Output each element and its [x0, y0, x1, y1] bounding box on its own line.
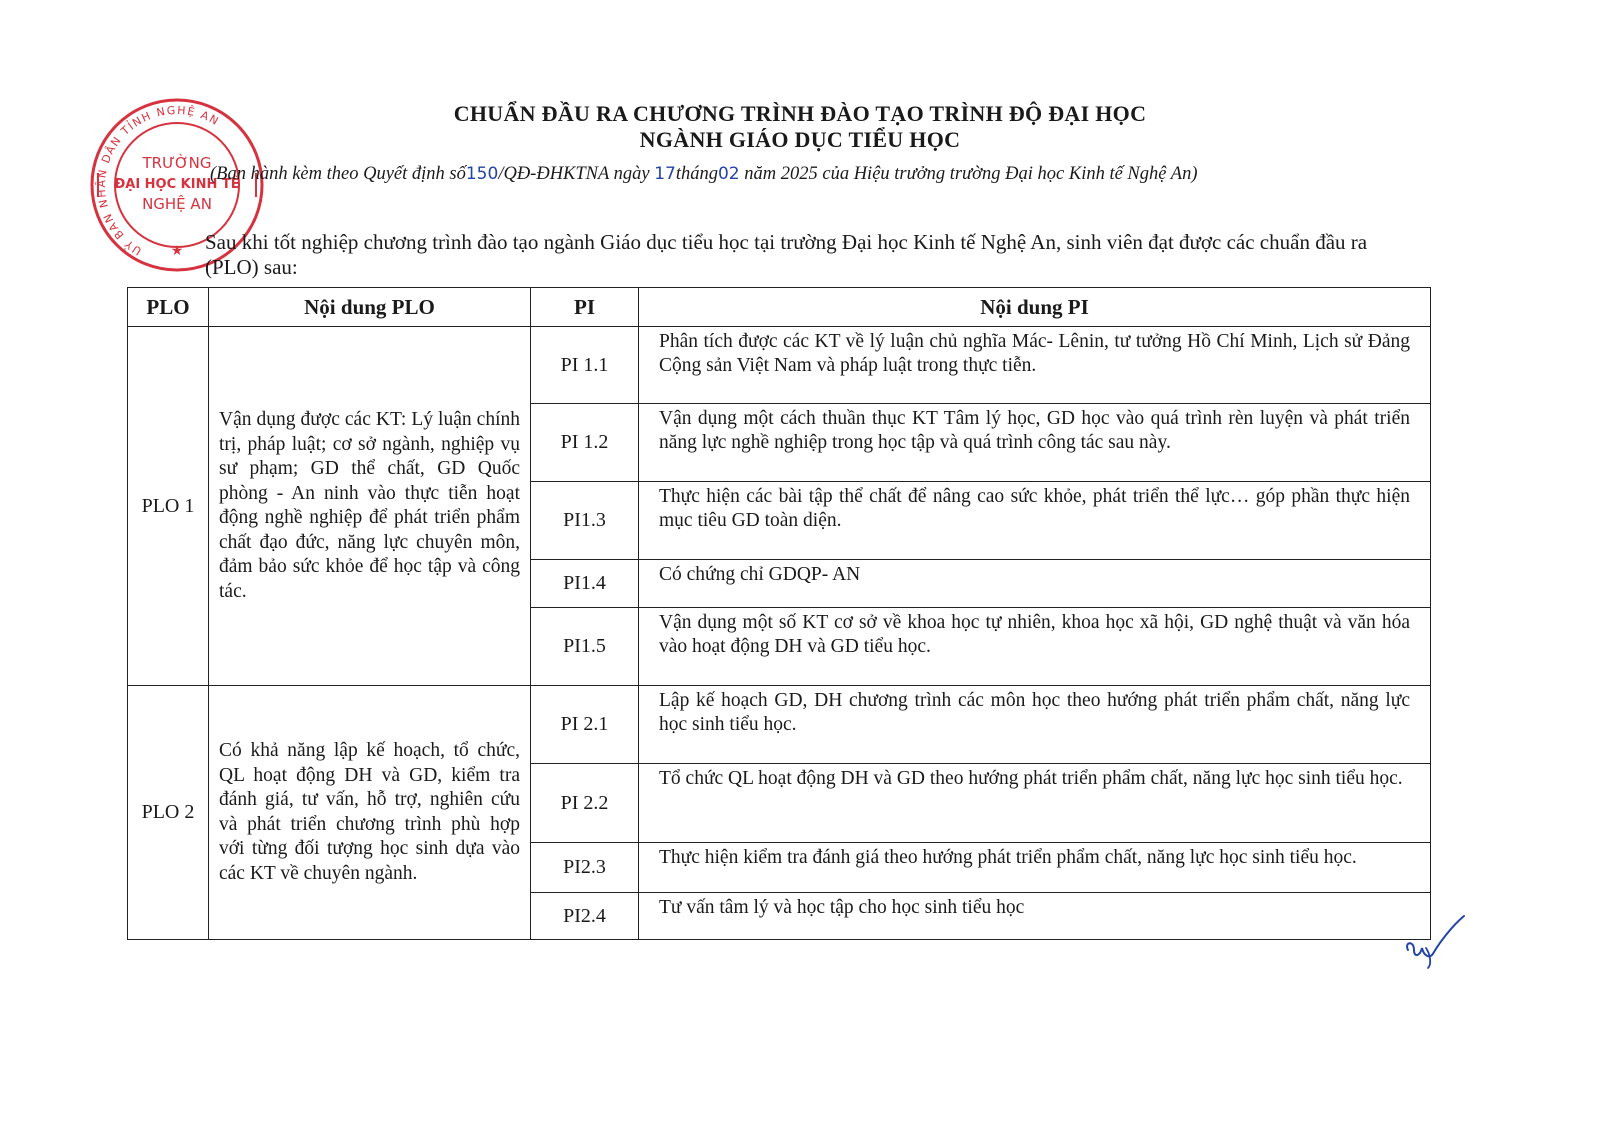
pi-id: PI1.4 — [531, 560, 639, 608]
decision-reference — [210, 164, 1197, 185]
decision-month: 02 — [717, 164, 740, 184]
pi-content: Tư vấn tâm lý và học tập cho học sinh tiểu học — [639, 893, 1431, 940]
plo-table — [127, 287, 1431, 940]
pi-id: PI2.3 — [531, 843, 639, 893]
decision-day: 17 — [654, 164, 676, 184]
header-pi-content: Nội dung PI — [639, 288, 1431, 327]
decision-number: 150 — [465, 164, 499, 184]
table-row — [128, 686, 1431, 764]
pi-content: Vận dụng một số KT cơ sở về khoa học tự nhiên, khoa học xã hội, GD nghệ thuật và văn hóa vào hoạt động DH và GD tiểu học. — [639, 608, 1431, 686]
header-pi: PI — [531, 288, 639, 327]
decision-mid2: tháng — [675, 164, 718, 184]
plo-content: Có khả năng lập kế hoạch, tổ chức, QL hoạt động DH và GD, kiểm tra đánh giá, tư vấn, hỗ trợ, nghiên cứu và phát triển chương trình phù hợp với từng đối tượng học sinh dựa vào các KT về chuyên ngành. — [209, 686, 531, 940]
handwritten-initials — [1400, 912, 1470, 972]
header-plo-content: Nội dung PLO — [209, 288, 531, 327]
svg-text:UỶ BAN NHÂN DÂN TỈNH NGHỆ AN: UỶ BAN NHÂN DÂN TỈNH NGHỆ AN — [94, 103, 222, 258]
table-header-row — [128, 288, 1431, 327]
intro-paragraph: Sau khi tốt nghiệp chương trình đào tạo ngành Giáo dục tiểu học tại trường Đại học Kinh tế Nghệ An, sinh viên đạt được các chuẩn đầu ra (PLO) sau: — [205, 230, 1368, 279]
pi-id: PI 2.2 — [531, 764, 639, 843]
svg-text:ĐẠI HỌC KINH TẾ: ĐẠI HỌC KINH TẾ — [114, 177, 240, 192]
decision-post: năm 2025 của Hiệu trưởng trường Đại học Kinh tế Nghệ An) — [739, 164, 1198, 184]
header-plo: PLO — [128, 288, 209, 327]
pi-content: Lập kế hoạch GD, DH chương trình các môn học theo hướng phát triển phẩm chất, năng lực học sinh tiểu học. — [639, 686, 1431, 764]
svg-text:TRƯỜNG: TRƯỜNG — [142, 154, 212, 172]
decision-pre: (Ban hành kèm theo Quyết định số — [210, 164, 466, 184]
document-subtitle: NGÀNH GIÁO DỤC TIỂU HỌC — [639, 127, 961, 152]
pi-id: PI 1.2 — [531, 404, 639, 482]
pi-content: Thực hiện các bài tập thể chất để nâng cao sức khỏe, phát triển thể lực… góp phần thực hiện mục tiêu GD toàn diện. — [639, 482, 1431, 560]
pi-content: Phân tích được các KT về lý luận chủ nghĩa Mác- Lênin, tư tưởng Hồ Chí Minh, Lịch sử Đảng Cộng sản Việt Nam và pháp luật trong thực tiễn. — [639, 327, 1431, 404]
svg-text:NGHỆ AN: NGHỆ AN — [142, 195, 212, 213]
pi-id: PI1.3 — [531, 482, 639, 560]
plo-content: Vận dụng được các KT: Lý luận chính trị, pháp luật; cơ sở ngành, nghiệp vụ sư phạm; GD thể chất, GD Quốc phòng - An ninh vào thực tiễn hoạt động nghề nghiệp để phát triển phẩm chất đạo đức, năng lực chuyên môn, đảm bảo sức khỏe để học tập và công tác. — [209, 327, 531, 686]
decision-mid1: /QĐ-ĐHKTNA ngày — [498, 164, 650, 184]
pi-id: PI1.5 — [531, 608, 639, 686]
pi-content: Có chứng chỉ GDQP- AN — [639, 560, 1431, 608]
table-row — [128, 327, 1431, 404]
pi-id: PI2.4 — [531, 893, 639, 940]
plo-id: PLO 1 — [128, 327, 209, 686]
pi-id: PI 2.1 — [531, 686, 639, 764]
document-title: CHUẨN ĐẦU RA CHƯƠNG TRÌNH ĐÀO TẠO TRÌNH ĐỘ ĐẠI HỌC — [453, 101, 1147, 126]
pi-content: Tổ chức QL hoạt động DH và GD theo hướng phát triển phẩm chất, năng lực học sinh tiểu học. — [639, 764, 1431, 843]
pi-content: Vận dụng một cách thuần thục KT Tâm lý học, GD học vào quá trình rèn luyện và phát triển năng lực nghề nghiệp trong học tập và quá trình công tác sau này. — [639, 404, 1431, 482]
pi-content: Thực hiện kiểm tra đánh giá theo hướng phát triển phẩm chất, năng lực học sinh tiểu học. — [639, 843, 1431, 893]
pi-id: PI 1.1 — [531, 327, 639, 404]
svg-text:★: ★ — [170, 243, 184, 259]
plo-id: PLO 2 — [128, 686, 209, 940]
